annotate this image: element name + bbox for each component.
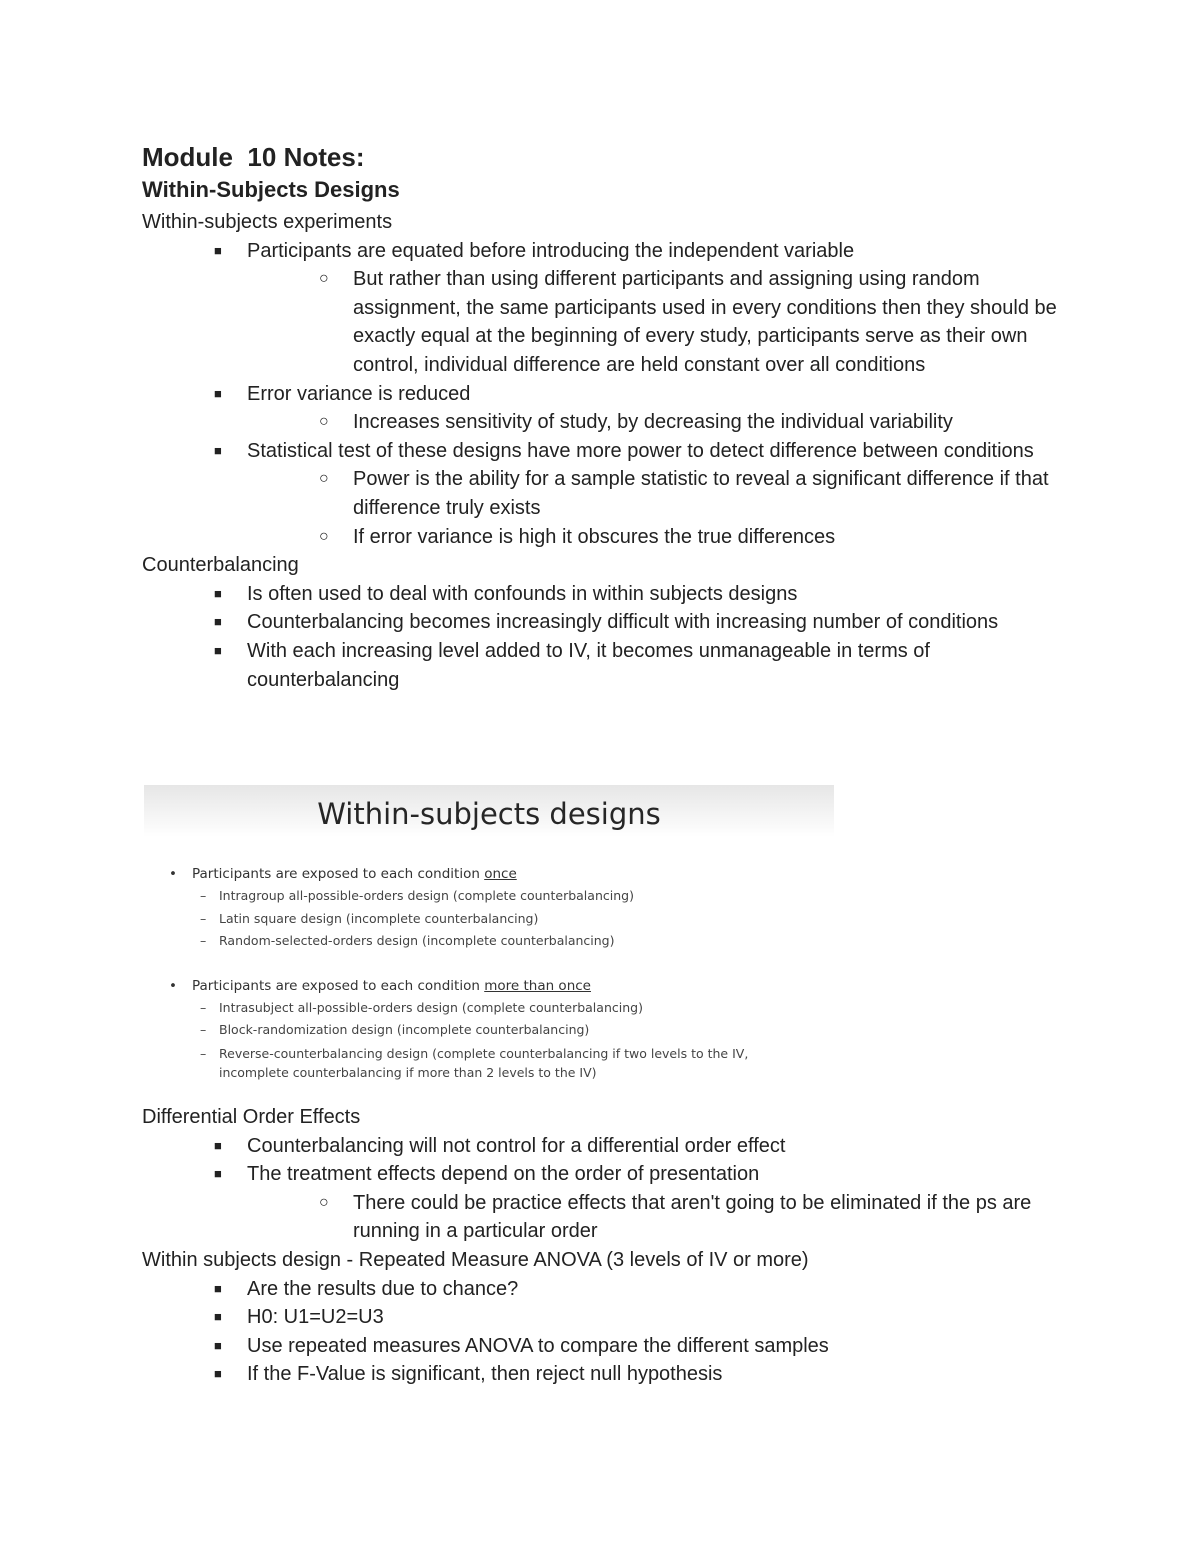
- page-title: Module 10 Notes:: [142, 142, 365, 172]
- square-bullet-icon: ■: [214, 442, 222, 458]
- slide-title: Within-subjects designs: [317, 797, 661, 831]
- list-item: ■ Error variance is reduced ○ Increases sensitivity of study, by decreasing the individual variability: [247, 380, 1062, 437]
- section-heading-within-subjects: Within-subjects experiments: [142, 211, 393, 233]
- dash-icon: –: [200, 933, 207, 948]
- slide-image: [144, 785, 834, 1090]
- list-item: ■ Statistical test of these designs have more power to detect difference between conditions ○ Power is the ability for a sample statistic to reveal a significant difference if that difference truly exists ○ If error variance is high it obscures the true differences: [247, 437, 1062, 551]
- page-subtitle: Within-Subjects Designs: [142, 177, 400, 202]
- circle-bullet-icon: ○: [319, 1193, 329, 1211]
- square-bullet-icon: ■: [214, 585, 222, 601]
- slide-sub-item: – Latin square design (incomplete counterbalancing): [219, 908, 834, 931]
- slide-sub-item: – Intrasubject all-possible-orders design (complete counterbalancing): [219, 997, 834, 1020]
- square-bullet-icon: ■: [214, 1366, 222, 1382]
- notes-top: [142, 140, 1062, 694]
- list-item: ■ H0: U1=U2=U3: [247, 1303, 1062, 1332]
- dash-icon: –: [200, 999, 207, 1015]
- section-heading-counterbalancing: Counterbalancing: [142, 554, 299, 577]
- dash-icon: –: [200, 910, 207, 926]
- square-bullet-icon: ■: [214, 1309, 222, 1325]
- anova-list: [142, 1275, 1062, 1389]
- sub-list-item: ○ There could be practice effects that aren't going to be eliminated if the ps are running in a particular order: [353, 1189, 1062, 1246]
- list-item: ■ The treatment effects depend on the order of presentation ○ There could be practice effects that aren't going to be eliminated if the ps are running in a particular order: [247, 1160, 1062, 1246]
- dash-icon: –: [200, 888, 207, 903]
- list-item: ■ Counterbalancing will not control for a differential order effect: [247, 1132, 1062, 1161]
- sub-list-item: ○ Power is the ability for a sample statistic to reveal a significant difference if that difference truly exists: [353, 465, 1062, 522]
- slide-list: [144, 863, 834, 1082]
- list-item: ■ Is often used to deal with confounds in within subjects designs: [247, 580, 1062, 609]
- dash-icon: –: [200, 1022, 207, 1037]
- list-item: ■ Use repeated measures ANOVA to compare the different samples: [247, 1332, 1062, 1361]
- slide-sub-item: – Block-randomization design (incomplete counterbalancing): [219, 1019, 834, 1042]
- bullet-icon: •: [169, 977, 177, 994]
- dash-icon: –: [200, 1045, 207, 1061]
- section-heading-differential-order: Differential Order Effects: [142, 1106, 361, 1128]
- square-bullet-icon: ■: [214, 1280, 222, 1296]
- slide-sub-item: – Intragroup all-possible-orders design (complete counterbalancing): [219, 885, 834, 908]
- list-item: ■ Counterbalancing becomes increasingly difficult with increasing number of conditions: [247, 608, 1062, 637]
- circle-bullet-icon: ○: [319, 527, 329, 545]
- slide-list-item: • Participants are exposed to each condition more than once – Intrasubject all-possible-orders design (complete counterbalancing) – Block-randomization design (incomplete counterbalancing) – Reverse-counterbalancing design (complete counterbalancing if two levels to the IV, incomplete counterbalancing if more than 2 levels to the IV): [192, 975, 834, 1082]
- square-bullet-icon: ■: [214, 1166, 222, 1182]
- square-bullet-icon: ■: [214, 242, 222, 258]
- square-bullet-icon: ■: [214, 614, 222, 630]
- list-item: ■ If the F-Value is significant, then reject null hypothesis: [247, 1360, 1062, 1389]
- counterbalancing-list: [142, 580, 1062, 694]
- square-bullet-icon: ■: [214, 1137, 222, 1153]
- list-item: ■ With each increasing level added to IV, it becomes unmanageable in terms of counterbalancing: [247, 637, 1062, 694]
- slide-list-item: • Participants are exposed to each condition once – Intragroup all-possible-orders design (complete counterbalancing) – Latin square design (incomplete counterbalancing) – Random-selected-orders design (incomplete counterbalancing): [192, 863, 834, 953]
- notes-bottom: [142, 1103, 1062, 1389]
- differential-order-list: [142, 1132, 1062, 1246]
- list-item: ■ Are the results due to chance?: [247, 1275, 1062, 1304]
- sub-list-item: ○ Increases sensitivity of study, by decreasing the individual variability: [353, 408, 1062, 437]
- square-bullet-icon: ■: [214, 385, 222, 401]
- circle-bullet-icon: ○: [319, 413, 329, 431]
- square-bullet-icon: ■: [214, 1337, 222, 1353]
- square-bullet-icon: ■: [214, 642, 222, 658]
- circle-bullet-icon: ○: [319, 270, 329, 288]
- circle-bullet-icon: ○: [319, 470, 329, 488]
- slide-sub-item: – Random-selected-orders design (incomplete counterbalancing): [219, 930, 834, 953]
- section-heading-anova: Within subjects design - Repeated Measure ANOVA (3 levels of IV or more): [142, 1248, 809, 1271]
- slide-sub-item: – Reverse-counterbalancing design (complete counterbalancing if two levels to the IV, incomplete counterbalancing if more than 2 levels to the IV): [200, 1045, 749, 1080]
- slide-header: [144, 785, 834, 837]
- sub-list-item: ○ But rather than using different participants and assigning using random assignment, the same participants used in every conditions then they should be exactly equal at the beginning of every study, participants serve as their own control, individual difference are held constant over all conditions: [353, 265, 1062, 379]
- bullet-icon: •: [169, 866, 177, 882]
- list-item: ■ Participants are equated before introducing the independent variable ○ But rather than using different participants and assigning using random assignment, the same participants used in every conditions then they should be exactly equal at the beginning of every study, participants serve as their own control, individual difference are held constant over all conditions: [247, 237, 1062, 380]
- sub-list-item: ○ If error variance is high it obscures the true differences: [353, 523, 1062, 552]
- within-subjects-list: [142, 237, 1062, 552]
